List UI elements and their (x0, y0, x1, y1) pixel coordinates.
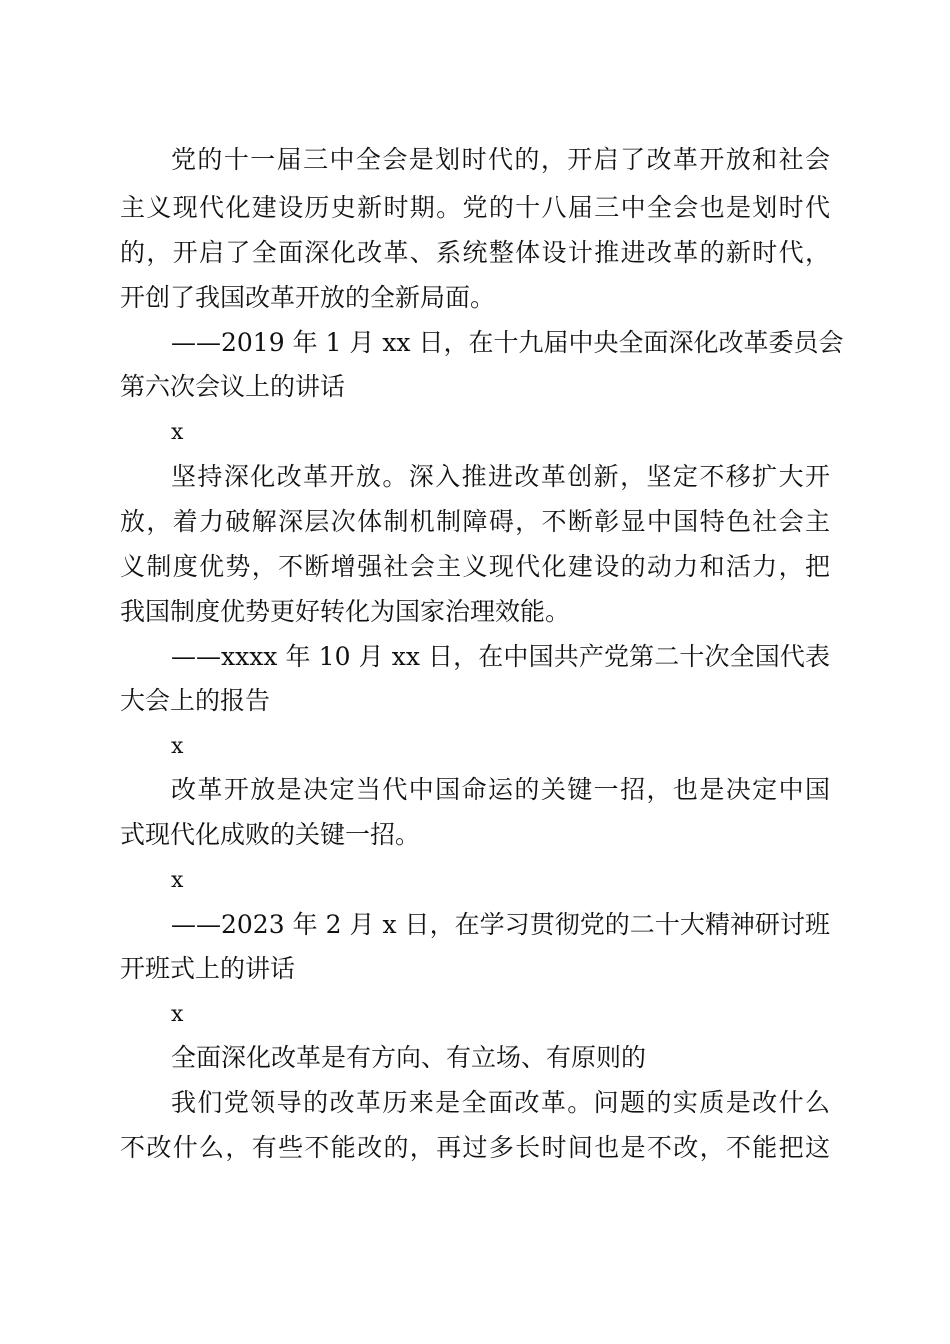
paragraph-line: 式现代化成败的关键一招。 (120, 820, 421, 849)
section-heading: 全面深化改革是有方向、有立场、有原则的 (171, 1043, 647, 1072)
paragraph-line: 我们党领导的改革历来是全面改革。问题的实质是改什么 (171, 1088, 830, 1117)
separator-mark: x (171, 420, 184, 445)
separator-mark: x (171, 734, 184, 759)
paragraph-line: 不改什么，有些不能改的，再过多长时间也是不改，不能把这 (120, 1133, 830, 1162)
paragraph-line: 放，着力破解深层次体制机制障碍，不断彰显中国特色社会主 (120, 507, 830, 536)
source-line: 大会上的报告 (120, 686, 271, 715)
paragraph-line: 党的十一届三中全会是划时代的，开启了改革开放和社会 (171, 145, 830, 174)
paragraph-line: 开创了我国改革开放的全新局面。 (120, 283, 496, 312)
paragraph-line: 我国制度优势更好转化为国家治理效能。 (120, 597, 571, 626)
paragraph-line: 改革开放是决定当代中国命运的关键一招，也是决定中国 (171, 775, 830, 804)
paragraph-line: 坚持深化改革开放。深入推进改革创新，坚定不移扩大开 (171, 462, 830, 491)
separator-mark: x (171, 1002, 184, 1027)
source-line: ——2023 年 2 月 x 日，在学习贯彻党的二十大精神研讨班 (171, 910, 830, 939)
paragraph-line: 主义现代化建设历史新时期。党的十八届三中全会也是划时代 (120, 193, 830, 222)
source-line: ——xxxx 年 10 月 xx 日，在中国共产党第二十次全国代表 (171, 642, 830, 671)
separator-mark: x (171, 868, 184, 893)
source-line: 第六次会议上的讲话 (120, 372, 346, 401)
paragraph-line: 的，开启了全面深化改革、系统整体设计推进改革的新时代， (120, 238, 830, 267)
paragraph-line: 义制度优势，不断增强社会主义现代化建设的动力和活力，把 (120, 552, 830, 581)
source-line: ——2019 年 1 月 xx 日，在十九届中央全面深化改革委员会 (171, 328, 844, 357)
source-line: 开班式上的讲话 (120, 954, 296, 983)
